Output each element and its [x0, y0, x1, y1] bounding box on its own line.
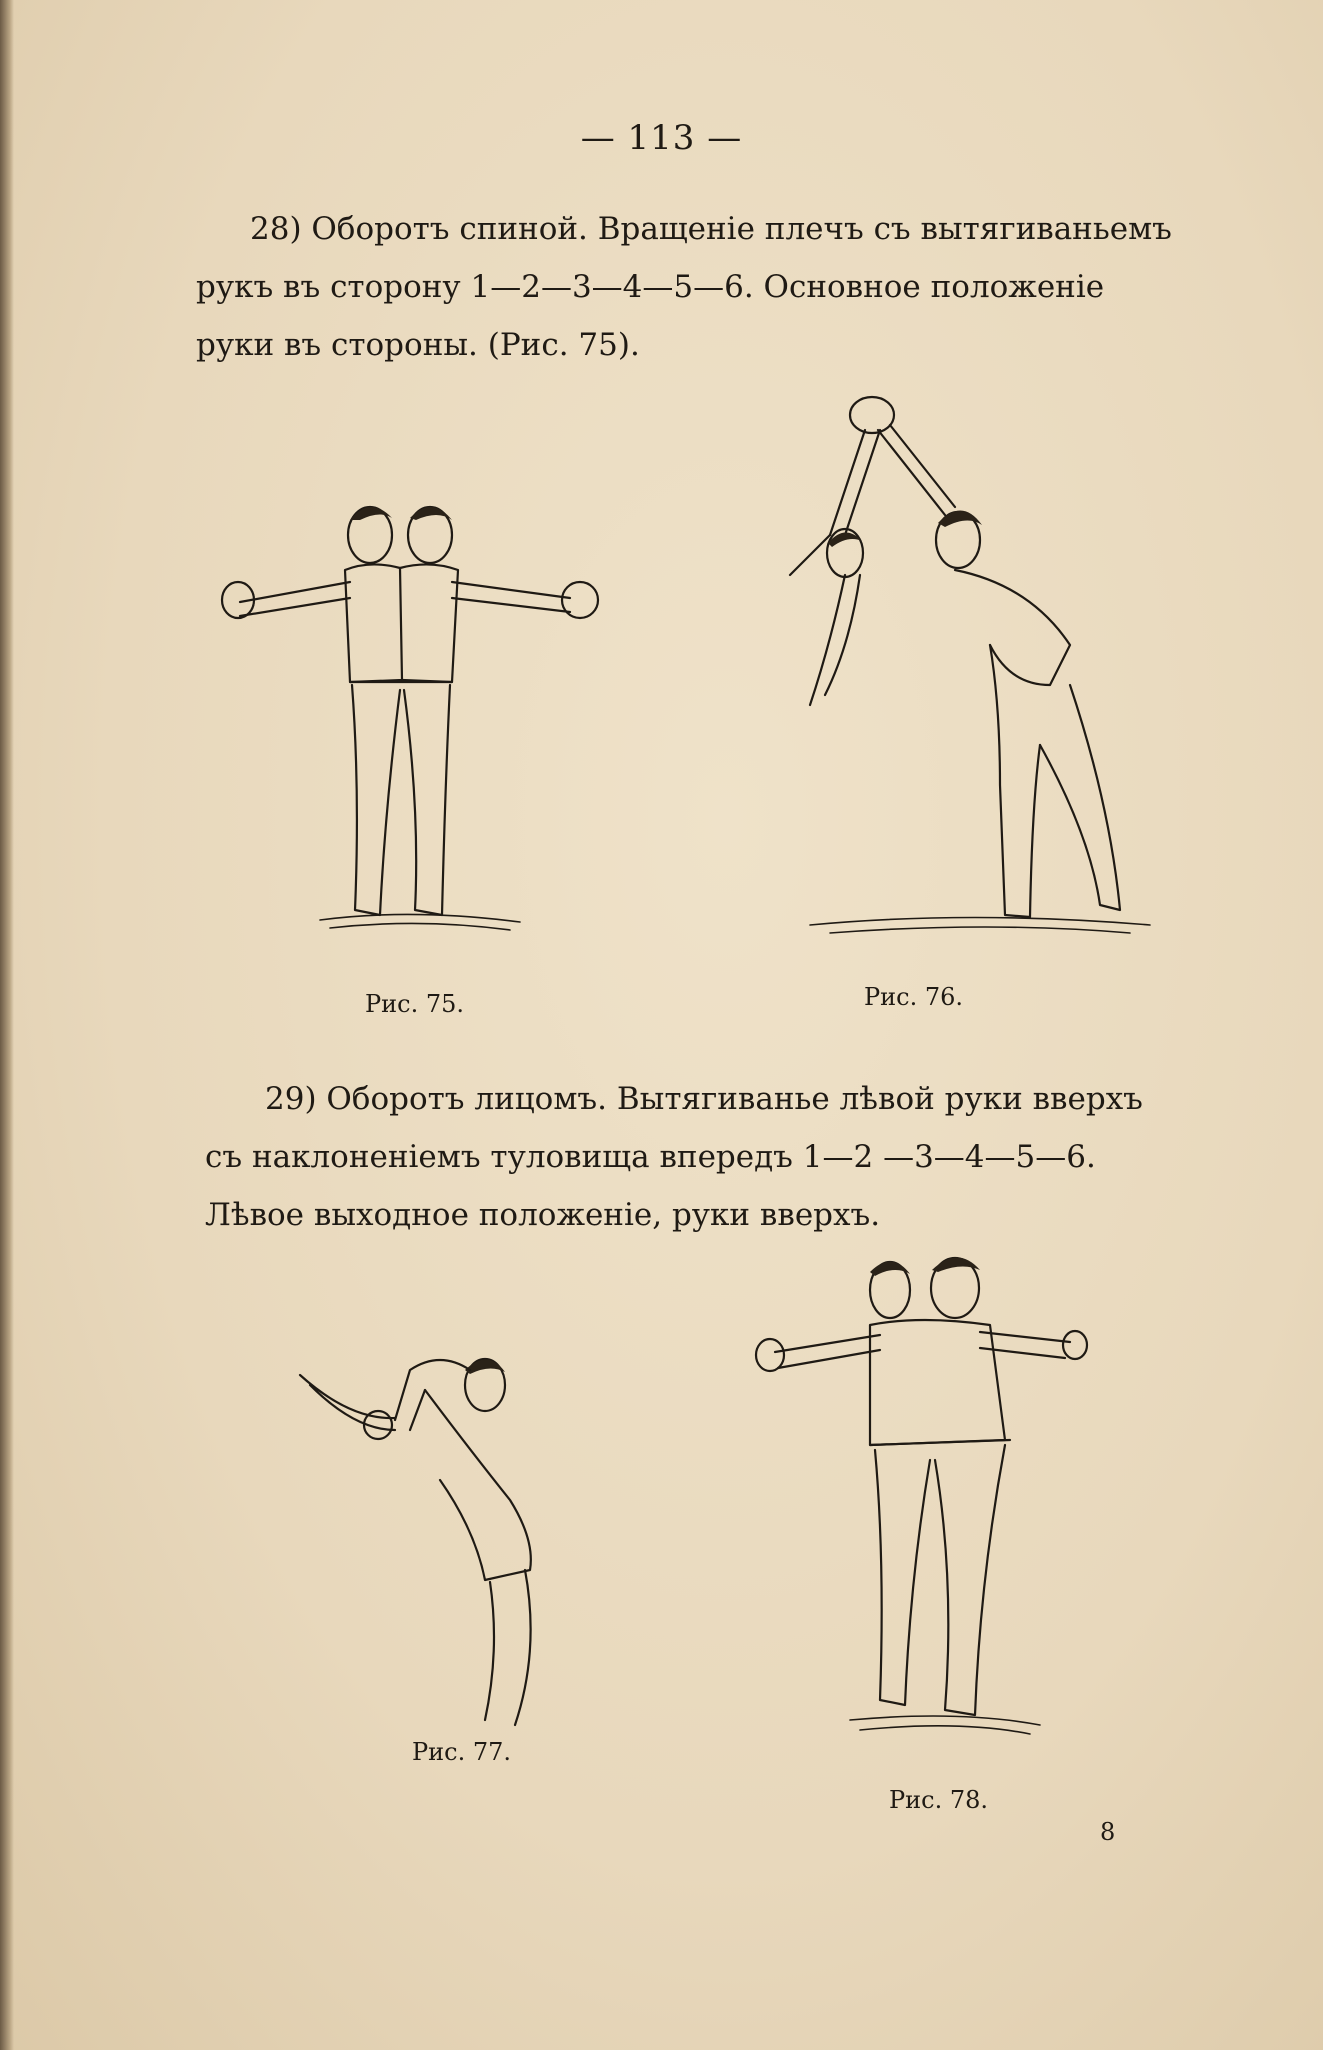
paragraph-29-line-2: съ наклоненiемъ туловища впередъ 1—2 —3—4—5—6. [205, 1139, 1096, 1175]
signature-mark: 8 [1100, 1818, 1116, 1846]
page-number: — 113 — [580, 118, 743, 158]
paragraph-28-line-3: руки въ стороны. (Рис. 75). [196, 327, 640, 363]
figure-75-illustration [220, 490, 620, 950]
page-spine-shadow [0, 0, 14, 2050]
caption-fig-77: Рис. 77. [412, 1738, 512, 1766]
paragraph-29 [205, 1070, 1190, 1244]
paragraph-28 [196, 200, 1181, 374]
figure-77-illustration [300, 1330, 600, 1730]
paragraph-29-line-3: Лѣвое выходное положенiе, руки вверхъ. [205, 1197, 881, 1233]
paragraph-28-line-2: рукъ въ сторону 1—2—3—4—5—6. Основное положенiе [196, 269, 1105, 305]
paragraph-28-line-1: 28) Оборотъ спиной. Вращенiе плечъ съ вытягиваньемъ [250, 211, 1172, 247]
caption-fig-75: Рис. 75. [365, 990, 465, 1018]
figure-78-illustration [740, 1240, 1100, 1760]
paragraph-29-line-1: 29) Оборотъ лицомъ. Вытягиванье лѣвой руки вверхъ [265, 1081, 1143, 1117]
figure-76-illustration [770, 385, 1170, 945]
caption-fig-78: Рис. 78. [889, 1786, 989, 1814]
caption-fig-76: Рис. 76. [864, 983, 964, 1011]
